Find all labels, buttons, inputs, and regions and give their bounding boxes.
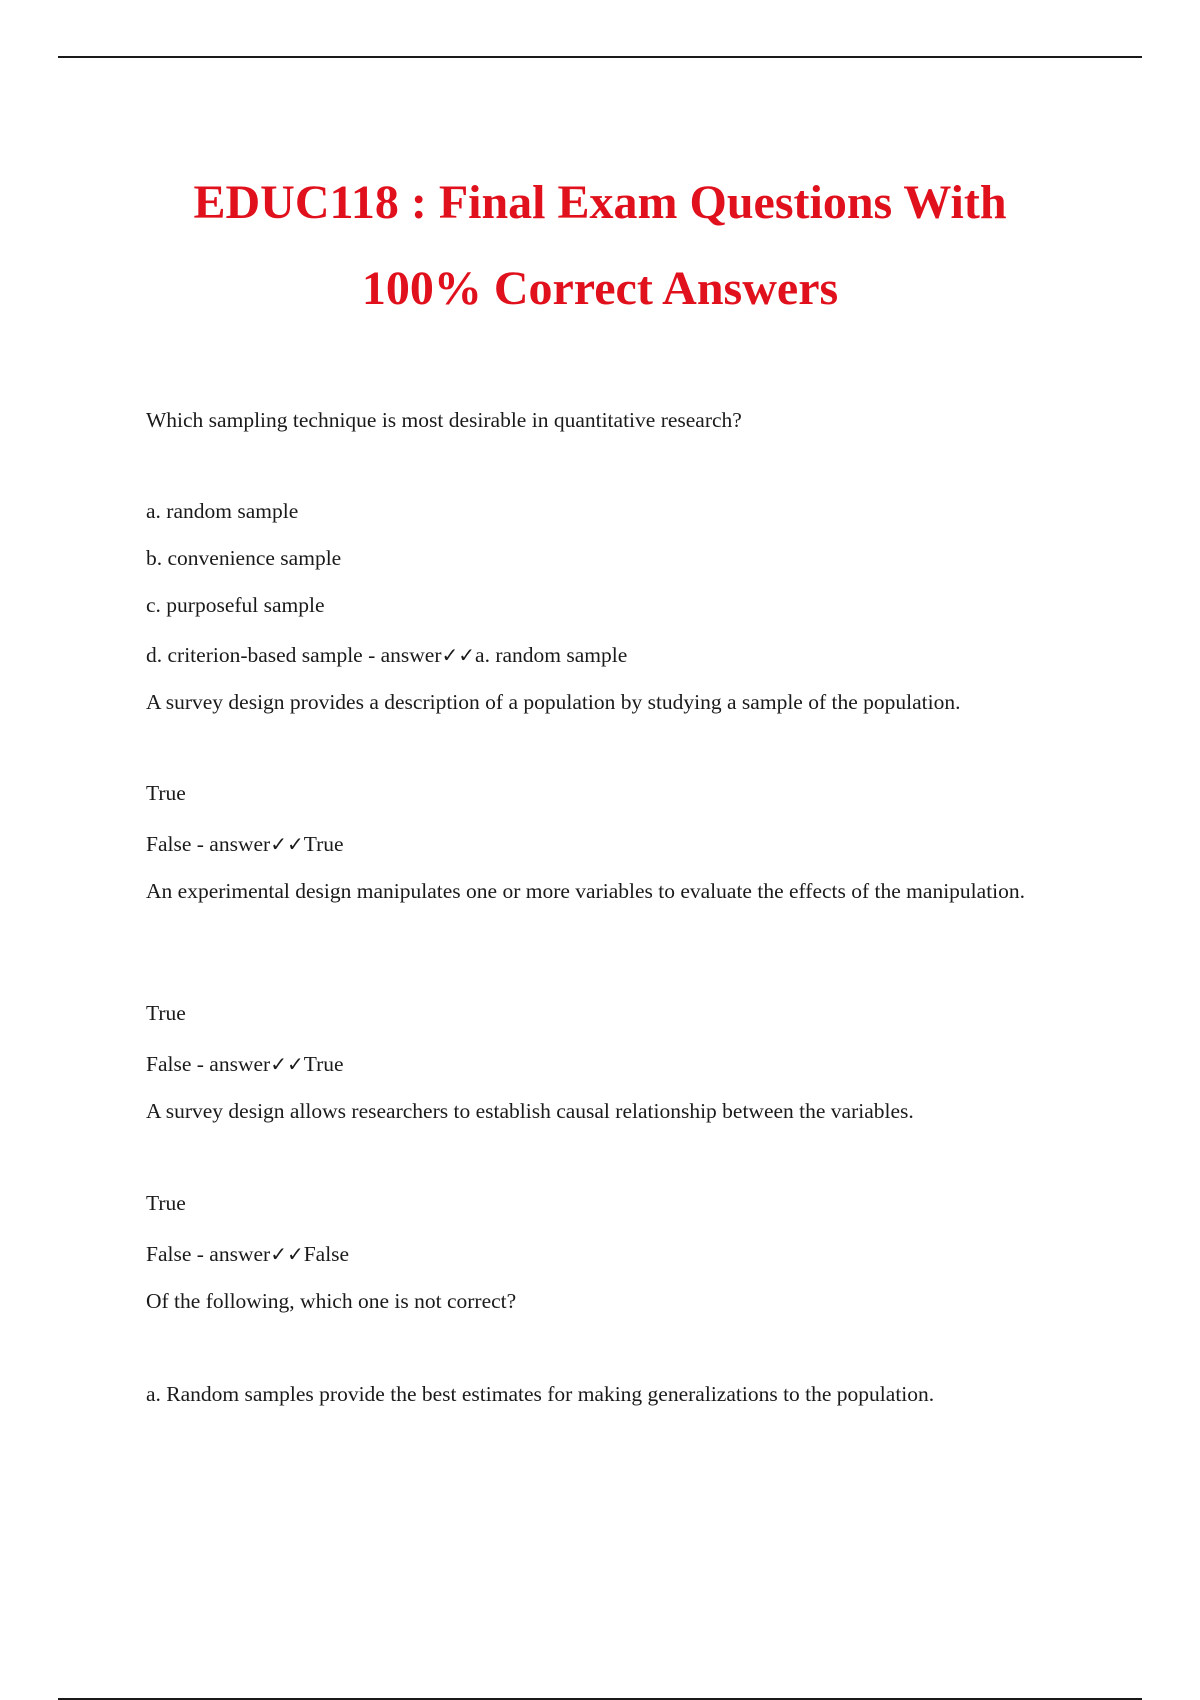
- question-2-option-false: False - answer: [146, 832, 271, 856]
- question-1-answer-line: [146, 640, 1086, 670]
- question-1-prompt: Which sampling technique is most desirable in quantitative research?: [146, 408, 742, 432]
- question-2-answer: True: [303, 832, 344, 856]
- question-3-answer-line: [146, 1049, 1086, 1079]
- question-4-answer-line: [146, 1239, 1086, 1269]
- question-3-answer: True: [303, 1052, 344, 1076]
- question-1-option-c: c. purposeful sample: [146, 593, 325, 617]
- checkmark-icon: ✓✓: [270, 1242, 304, 1266]
- question-5-prompt: Of the following, which one is not correct?: [146, 1289, 517, 1313]
- question-3-option-false: False - answer: [146, 1052, 271, 1076]
- question-1-option-b: b. convenience sample: [146, 546, 342, 570]
- top-rule: [58, 56, 1142, 58]
- question-4-prompt: A survey design allows researchers to establish causal relationship between the variables.: [146, 1099, 914, 1123]
- checkmark-icon: ✓✓: [441, 643, 476, 667]
- question-2-answer-line: [146, 829, 1086, 859]
- question-2-option-true: True: [146, 781, 186, 805]
- question-4-answer: False: [303, 1242, 350, 1266]
- document-title: [0, 160, 1200, 332]
- question-2-prompt: A survey design provides a description of a population by studying a sample of the population.: [146, 690, 961, 714]
- question-1-option-a: a. random sample: [146, 499, 299, 523]
- question-3-prompt: An experimental design manipulates one or more variables to evaluate the effects of the manipulation.: [146, 879, 1026, 903]
- title-line-1: EDUC118 : Final Exam Questions With: [193, 176, 1007, 229]
- question-5-option-a: a. Random samples provide the best estimates for making generalizations to the population.: [146, 1382, 935, 1406]
- question-1-option-d: d. criterion-based sample - answer: [146, 643, 442, 667]
- question-4-option-true: True: [146, 1191, 186, 1215]
- question-1-answer: a. random sample: [475, 643, 628, 667]
- checkmark-icon: ✓✓: [270, 832, 304, 856]
- question-3-option-true: True: [146, 1001, 186, 1025]
- question-4-option-false: False - answer: [146, 1242, 271, 1266]
- title-line-2: 100% Correct Answers: [361, 262, 839, 315]
- checkmark-icon: ✓✓: [270, 1052, 304, 1076]
